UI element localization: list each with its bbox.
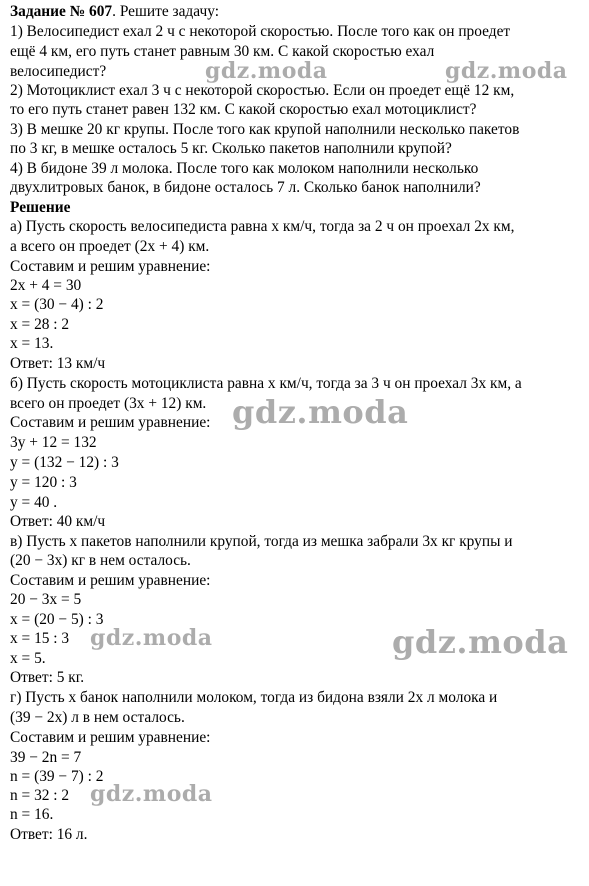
task-title: Задание № 607 bbox=[10, 3, 113, 20]
problem-1-line-3: велосипедист? bbox=[10, 63, 107, 80]
part-a-line-4: 2х + 4 = 30 bbox=[10, 277, 82, 294]
part-b-line-7: у = 40 . bbox=[10, 494, 58, 511]
problem-1-line-2: ещё 4 км, его путь станет равным 30 км. С какой скоростью ехал bbox=[10, 43, 435, 60]
problem-2-line-2: то его путь станет равен 132 км. С какой скоростью ехал мотоциклист? bbox=[10, 101, 477, 118]
part-b-line-5: у = (132 − 12) : 3 bbox=[10, 454, 119, 471]
part-a-line-6: х = 28 : 2 bbox=[10, 316, 70, 333]
part-b-line-3: Составим и решим уравнение: bbox=[10, 414, 211, 431]
watermark: gdz.moda bbox=[90, 781, 213, 807]
part-a-line-1: а) Пусть скорость велосипедиста равна х км/ч, тогда за 2 ч он проехал 2х км, bbox=[10, 218, 515, 235]
part-c-line-7: х = 5. bbox=[10, 650, 46, 667]
problem-3-line-1: 3) В мешке 20 кг крупы. После того как крупой наполнили несколько пакетов bbox=[10, 121, 520, 138]
part-c-answer: Ответ: 5 кг. bbox=[10, 669, 85, 686]
problem-1-line-1: 1) Велосипедист ехал 2 ч с некоторой скоростью. После того как он проедет bbox=[10, 23, 511, 40]
part-d-answer: Ответ: 16 л. bbox=[10, 826, 88, 843]
watermark: gdz.moda bbox=[392, 623, 569, 661]
part-c-line-6: х = 15 : 3 bbox=[10, 630, 70, 647]
part-d-line-5: n = (39 − 7) : 2 bbox=[10, 768, 104, 785]
task-heading bbox=[10, 3, 219, 21]
problem-4-line-1: 4) В бидоне 39 л молока. После того как молоком наполнили несколько bbox=[10, 160, 479, 177]
part-a-line-3: Составим и решим уравнение: bbox=[10, 258, 211, 275]
part-c-line-5: х = (20 − 5) : 3 bbox=[10, 611, 104, 628]
part-d-line-2: (39 − 2х) л в нем осталось. bbox=[10, 709, 185, 726]
part-d-line-6: n = 32 : 2 bbox=[10, 787, 70, 804]
part-b-line-6: у = 120 : 3 bbox=[10, 474, 77, 491]
part-d-line-1: г) Пусть х банок наполнили молоком, тогда из бидона взяли 2х л молока и bbox=[10, 689, 498, 706]
problem-3-line-2: по 3 кг, в мешке осталось 5 кг. Сколько пакетов наполнили крупой? bbox=[10, 140, 452, 157]
part-d-line-7: n = 16. bbox=[10, 806, 54, 823]
part-c-line-3: Составим и решим уравнение: bbox=[10, 572, 211, 589]
part-b-answer: Ответ: 40 км/ч bbox=[10, 513, 106, 530]
watermark: gdz.moda bbox=[232, 393, 409, 431]
part-a-answer: Ответ: 13 км/ч bbox=[10, 355, 106, 372]
part-c-line-4: 20 − 3х = 5 bbox=[10, 591, 82, 608]
solution-heading: Решение bbox=[10, 199, 71, 216]
watermark: gdz.moda bbox=[205, 58, 328, 84]
part-a-line-5: х = (30 − 4) : 2 bbox=[10, 296, 104, 313]
part-d-line-3: Составим и решим уравнение: bbox=[10, 729, 211, 746]
part-b-line-4: 3у + 12 = 132 bbox=[10, 434, 97, 451]
part-c-line-1: в) Пусть х пакетов наполнили крупой, тогда из мешка забрали 3х кг крупы и bbox=[10, 533, 513, 550]
watermark: gdz.moda bbox=[445, 58, 568, 84]
problem-2-line-1: 2) Мотоциклист ехал 3 ч с некоторой скоростью. Если он проедет ещё 12 км, bbox=[10, 82, 515, 99]
part-a-line-2: а всего он проедет (2х + 4) км. bbox=[10, 238, 210, 255]
watermark: gdz.moda bbox=[90, 625, 213, 651]
part-b-line-1: б) Пусть скорость мотоциклиста равна х км/ч, тогда за 3 ч он проехал 3х км, а bbox=[10, 375, 522, 392]
part-a-line-7: х = 13. bbox=[10, 335, 54, 352]
task-instruction: . Решите задачу: bbox=[112, 3, 219, 20]
part-d-line-4: 39 − 2n = 7 bbox=[10, 749, 82, 766]
part-c-line-2: (20 − 3х) кг в нем осталось. bbox=[10, 552, 191, 569]
problem-4-line-2: двухлитровых банок, в бидоне осталось 7 л. Сколько банок наполнили? bbox=[10, 179, 481, 196]
part-b-line-2: всего он проедет (3х + 12) км. bbox=[10, 395, 207, 412]
